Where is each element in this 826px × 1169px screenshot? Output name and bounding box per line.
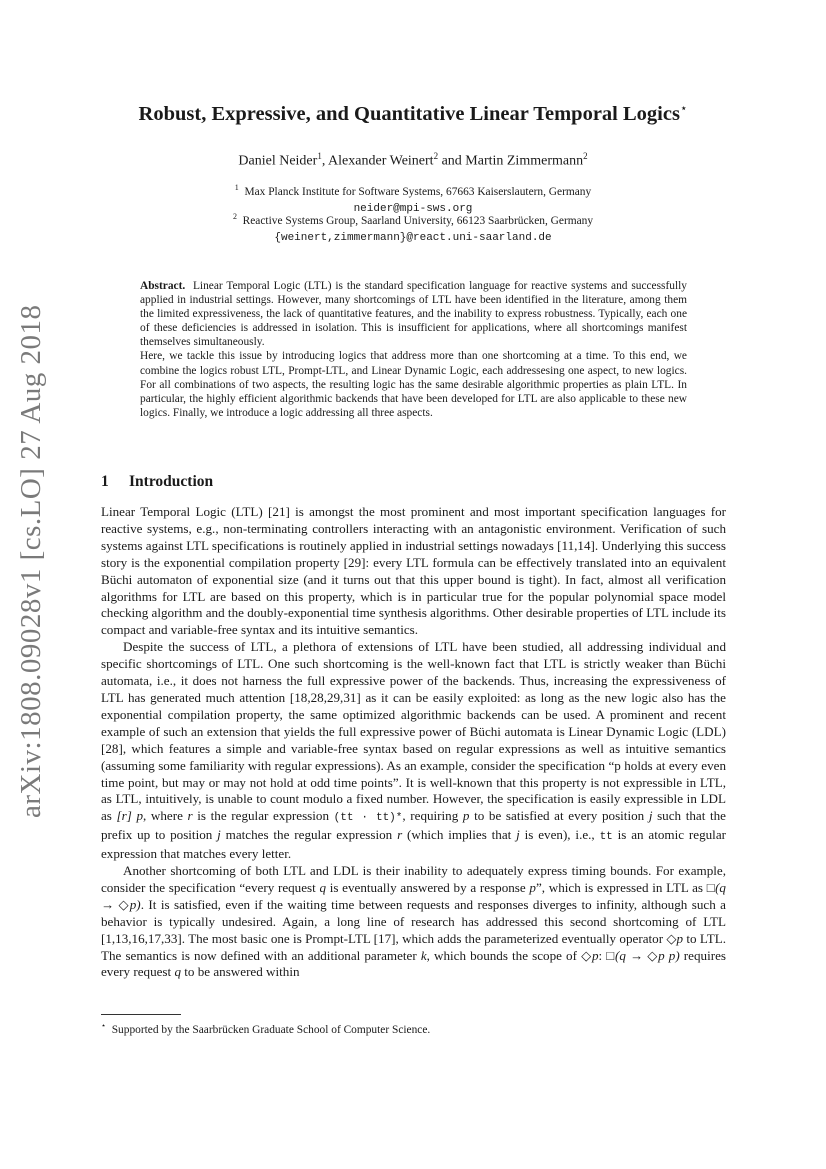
affiliation-2 bbox=[60, 209, 766, 246]
formula-ltl-response: □(q → ◇p) bbox=[101, 879, 726, 912]
text-run: : bbox=[598, 947, 607, 963]
affiliation-2-email: {weinert,zimmermann}@react.uni-saarland.de bbox=[274, 231, 552, 244]
affiliation-1-email: neider@mpi-sws.org bbox=[353, 202, 473, 215]
text-run: is an atomic regular expression that matches every letter. bbox=[101, 827, 726, 862]
author-2: Alexander Weinert bbox=[328, 153, 434, 169]
math-var: j bbox=[217, 827, 221, 843]
author-3-mark: 2 bbox=[583, 151, 588, 161]
section-number: 1 bbox=[101, 473, 109, 490]
abstract-text-1: Linear Temporal Logic (LTL) is the standard specification language for reactive systems and successfully applied in industrial settings. However, many shortcomings of LTL have been identified in the literature, among them the limited expressiveness, the lack of quantitative features, and the inability to express robustness. Typically, each one of these deficiencies is addressed in isolation. This is insufficient for applications, where all shortcomings manifest themselves simultaneously. bbox=[140, 280, 687, 349]
math-var: j bbox=[516, 827, 520, 843]
affiliation-2-name: Reactive Systems Group, Saarland University, 66123 Saarbrücken, Germany bbox=[242, 214, 594, 227]
affiliation-1-mark: 1 bbox=[234, 183, 239, 192]
formula-prompt-response: □(q → ◇p p) bbox=[606, 947, 680, 963]
footnote-mark: ⋆ bbox=[101, 1021, 107, 1030]
abstract-paragraph-2: Here, we tackle this issue by introducing logics that address more than one shortcoming at a time. To this end, we combine the logics robust LTL, Prompt-LTL, and Linear Dynamic Logic, each addressesing one aspect, to new logics. For all combinations of two aspects, the resulting logic has the same desirable algorithmic properties as plain LTL. In particular, the highly efficient algorithmic backends that have been developed for LTL are also applicable to these new logics. Finally, we introduce a logic addressing all three aspects. bbox=[140, 350, 687, 419]
footnote-text: Supported by the Saarbrücken Graduate School of Computer Science. bbox=[111, 1023, 431, 1036]
text-run: such that the prefix up to position bbox=[101, 808, 726, 843]
affiliation-2-mark: 2 bbox=[232, 212, 237, 221]
body-paragraph-2 bbox=[101, 639, 726, 863]
section-title: Introduction bbox=[129, 473, 214, 490]
affiliation-1-name: Max Planck Institute for Software Systems, 67663 Kaiserslautern, Germany bbox=[244, 185, 592, 198]
text-run: (which implies that bbox=[402, 827, 517, 843]
math-var: r bbox=[397, 827, 403, 843]
text-run: Another shortcoming of both LTL and LDL is their inability to adequately express timing bounds. For example, consider the specification “every request bbox=[101, 863, 726, 895]
text-run: matches the regular expression bbox=[220, 827, 398, 843]
text-run: to LTL. The semantics is now defined with an additional parameter bbox=[101, 930, 726, 963]
title-footnote-mark: ⋆ bbox=[679, 101, 688, 115]
formula-ldl-box: [r] p bbox=[116, 808, 144, 824]
math-var: p bbox=[462, 808, 470, 824]
prompt-eventually-operator: ◇p bbox=[581, 947, 599, 963]
text-run: is even), i.e., bbox=[519, 827, 600, 843]
footnote-rule bbox=[101, 1014, 181, 1015]
text-run: to be answered within bbox=[180, 964, 300, 980]
abstract-paragraph-1 bbox=[140, 279, 687, 349]
abstract bbox=[140, 279, 687, 420]
text-run: is the regular expression bbox=[192, 808, 334, 824]
arxiv-identifier: arXiv:1808.09028v1 [cs.LO] 27 Aug 2018 bbox=[15, 304, 47, 818]
math-var: j bbox=[648, 808, 653, 824]
text-run: . It is satisfied, even if the waiting time between requests and responses diverges to infinity, although such a behavior is typically undesired. Again, a long line of research has addressed this second shortcoming of LTL [1,13,16,17,33]. The most basic one is Prompt-LTL [17], which adds the parameterized eventually operator bbox=[101, 896, 726, 946]
body-paragraph-3 bbox=[101, 863, 726, 981]
body-paragraph-1: Linear Temporal Logic (LTL) [21] is amongst the most prominent and most important specification languages for reactive systems, e.g., non-terminating controllers interacting with an antagonistic environment. Verification of such systems against LTL specifications is routinely applied in industrial settings nowadays [11,14]. Underlying this success story is the exponential compilation property [29]: every LTL formula can be effectively translated into an equivalent Büchi automaton of exponential size (and it turns out that this upper bound is tight). In fact, almost all verification algorithms for LTL are based on this property, which is in particular true for the popular polynomial space model checking algorithm and the doubly-exponential time synthesis algorithms. Other desirable properties of LTL include its compact and variable-free syntax and its intuitive semantics. bbox=[101, 504, 726, 638]
text-run: to be satisfied at every position bbox=[469, 808, 649, 824]
text-run: ”, which is expressed in LTL as bbox=[535, 879, 707, 895]
footnote bbox=[101, 1019, 726, 1037]
math-tt: tt bbox=[599, 831, 613, 844]
title-text: Robust, Expressive, and Quantitative Linear Temporal Logics bbox=[138, 102, 680, 125]
math-var: q bbox=[174, 964, 181, 980]
text-run: requires every request bbox=[101, 947, 726, 980]
math-var: q bbox=[319, 879, 327, 895]
author-1: Daniel Neider bbox=[238, 153, 318, 169]
author-1-mark: 1 bbox=[317, 151, 322, 161]
text-run: , where bbox=[143, 808, 188, 824]
math-var: k bbox=[420, 947, 427, 963]
author-2-mark: 2 bbox=[433, 151, 439, 161]
body-text bbox=[101, 504, 726, 981]
paper-title bbox=[60, 94, 766, 128]
math-var: p bbox=[529, 879, 536, 895]
author-list: Daniel Neider$^1$, Alexander Weinert$^2$ and Martin Zimmermann$^2$ bbox=[238, 151, 588, 169]
text-run: is eventually answered by a response bbox=[326, 879, 530, 895]
abstract-label: Abstract. bbox=[140, 280, 186, 292]
section-heading bbox=[101, 472, 213, 492]
math-var: r bbox=[187, 808, 193, 824]
prompt-eventually-operator: ◇p bbox=[666, 930, 684, 946]
formula-regex: (tt · tt)* bbox=[333, 812, 403, 825]
text-run: , which bounds the scope of bbox=[426, 947, 582, 963]
text-run: Despite the success of LTL, a plethora of extensions of LTL have been studied, all addressing individual and specific shortcomings of LTL. One such shortcoming is the well-known fact that LTL is strictly weaker than Büchi automata, i.e., it does not harness the full expressive power of the backends. Thus, increasing the expressiveness of LTL has generated much attention [18,28,29,31] as it can be easily exploited: as long as the new logic also has the exponential compilation property, the same optimized algorithmic backends can be used. A prominent and recent example of such an extension that yields the full expressive power of Büchi automata is Linear Dynamic Logic (LDL) [28], which features a simple and variable-free syntax based on regular expressions as well as intuitive semantics (assuming some familiarity with regular expressions). As an example, consider the specification “p holds at every even time point, but may or may not hold at odd time points”. It is well-known that this property is not expressible in LTL, as LTL, intuitively, is unable to count modulo a fixed number. However, the specification is easily expressible in LDL as bbox=[101, 639, 726, 824]
author-3: Martin Zimmermann bbox=[465, 153, 584, 169]
text-run: , requiring bbox=[402, 808, 463, 824]
